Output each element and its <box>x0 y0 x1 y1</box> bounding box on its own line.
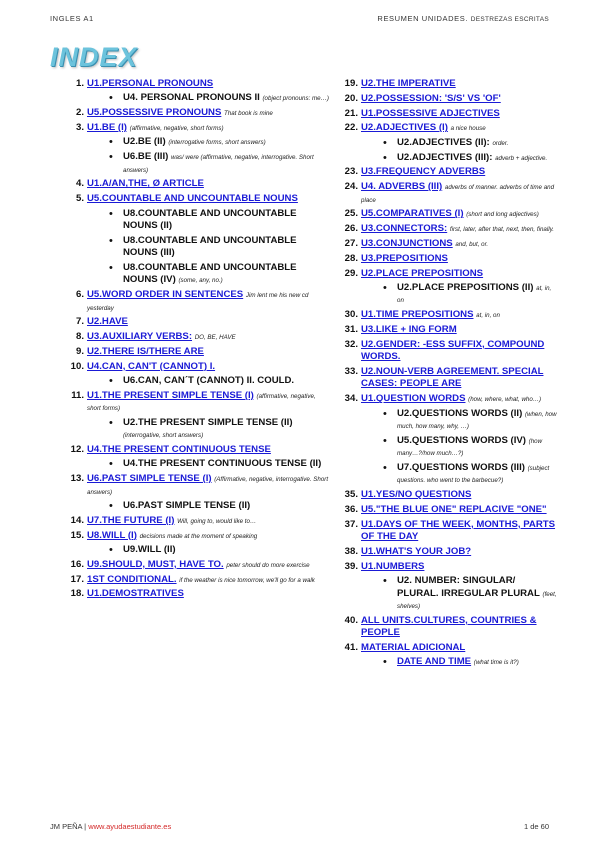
index-subitem-note: (when, how much, how many, why, …) <box>397 410 557 430</box>
index-item-link[interactable]: U1.PERSONAL PRONOUNS <box>87 78 214 89</box>
index-item <box>336 78 558 90</box>
index-list-right <box>336 78 558 669</box>
index-item-link[interactable]: ALL UNITS.CULTURES, COUNTRIES & PEOPLE <box>361 614 537 639</box>
index-item <box>336 504 558 516</box>
index-sublist <box>87 375 330 387</box>
index-item-link[interactable]: U2.POSSESSION: 'S/S' VS 'OF' <box>361 92 501 104</box>
index-item-number: 3. <box>75 122 84 133</box>
index-item-number: 18. <box>70 588 84 600</box>
index-item-link[interactable]: U1.THE PRESENT SIMPLE TENSE (I) <box>87 390 254 402</box>
index-subitem <box>87 136 330 148</box>
index-item-number: 39. <box>344 560 358 572</box>
header-section-main: RESUMEN UNIDADES. <box>377 14 469 23</box>
page-title: INDEX <box>50 42 138 72</box>
index-item <box>62 574 330 586</box>
index-item-note: and, but, or. <box>455 240 489 248</box>
index-item <box>336 208 558 220</box>
index-item-number: 4. <box>75 178 84 190</box>
index-subitem-label: U8.COUNTABLE AND UNCOUNTABLE NOUNS (IV) <box>123 262 297 286</box>
index-item-link[interactable]: U2.THE IMPERATIVE <box>361 78 456 89</box>
index-column-right <box>336 78 558 671</box>
header-section-sub: DESTREZAS ESCRITAS <box>470 16 549 23</box>
index-item <box>62 559 330 571</box>
index-item-link[interactable]: U2.GENDER: -ESS SUFFIX, COMPOUND WORDS. <box>361 338 545 363</box>
index-item-number: 37. <box>344 518 358 530</box>
index-sublist <box>87 544 330 556</box>
index-item-number: 15. <box>70 529 84 541</box>
index-item-link[interactable]: U5.COMPARATIVES (I) <box>361 208 464 220</box>
index-item-link[interactable]: U2.PLACE PREPOSITIONS <box>361 267 484 279</box>
index-item-note: peter should do more exercise <box>226 561 310 569</box>
index-subitem <box>361 435 558 460</box>
index-item <box>62 78 330 105</box>
index-subitem-label: U4.THE PRESENT CONTINUOUS TENSE (II) <box>123 458 322 470</box>
index-item-link[interactable]: U5.COUNTABLE AND UNCOUNTABLE NOUNS <box>87 193 298 205</box>
index-subitem <box>361 408 558 433</box>
index-item-number: 20. <box>344 92 358 104</box>
index-list-left <box>62 78 330 601</box>
index-subitem <box>361 656 558 668</box>
index-subitem-label: U2.QUESTIONS WORDS (II) <box>397 407 523 419</box>
index-item <box>62 316 330 328</box>
index-item-note: first, later, after that, next, then, finally. <box>449 226 554 234</box>
index-item <box>336 561 558 613</box>
index-item-link[interactable]: U4. ADVERBS (III) <box>361 181 443 193</box>
index-item-link[interactable]: U3.PREPOSITIONS <box>361 252 448 264</box>
index-item-link[interactable]: U3.LIKE + ING FORM <box>361 323 457 335</box>
index-item <box>336 339 558 364</box>
index-item <box>336 93 558 105</box>
index-subitem-label: U4. PERSONAL PRONOUNS II <box>123 92 260 104</box>
index-subitem-link[interactable]: DATE AND TIME <box>397 656 472 668</box>
index-item-number: 28. <box>344 252 358 264</box>
index-subitem <box>87 262 330 287</box>
index-item <box>62 289 330 314</box>
index-subitem-label: U9.WILL (II) <box>123 544 176 556</box>
index-item-number: 11. <box>71 390 84 402</box>
index-item-number: 29. <box>344 267 358 279</box>
index-sublist <box>361 575 558 612</box>
index-subitem <box>361 575 558 612</box>
index-item-note: (affirmative, negative, short forms) <box>129 125 224 132</box>
index-subitem-label: U8.COUNTABLE AND UNCOUNTABLE NOUNS (II) <box>123 207 297 232</box>
index-item-note: at, in, on <box>476 312 500 320</box>
index-subitem-label: U2.ADJECTIVES (III): <box>397 151 493 163</box>
index-item-note: That book is mine <box>224 110 273 118</box>
index-subitem <box>361 137 558 149</box>
index-item <box>62 530 330 557</box>
index-item <box>336 309 558 321</box>
index-item-link[interactable]: U5.WORD ORDER IN SENTENCES <box>87 289 244 301</box>
header-section <box>377 14 549 23</box>
index-item <box>62 515 330 527</box>
index-item <box>336 238 558 250</box>
index-item-link[interactable]: U2.NOUN-VERB AGREEMENT. SPECIAL CASES: PEOPLE ARE <box>361 365 544 390</box>
index-item-note: Will, going to, would like to… <box>177 517 257 525</box>
index-subitem-label: U5.QUESTIONS WORDS (IV) <box>397 434 526 446</box>
index-sublist <box>87 208 330 287</box>
index-subitem-note: (feet, shelves) <box>397 590 557 611</box>
index-item-link[interactable]: U3.CONNECTORS: <box>361 223 448 235</box>
index-subitem <box>87 458 330 470</box>
index-item <box>62 107 330 119</box>
index-item-link[interactable]: U1.WHAT'S YOUR JOB? <box>361 546 472 557</box>
index-item-link[interactable]: U4.CAN, CAN'T (CANNOT) I. <box>87 360 216 372</box>
index-subitem <box>87 208 330 233</box>
index-sublist <box>87 500 330 512</box>
index-item-number: 36. <box>344 504 358 515</box>
index-item-link[interactable]: U2.ADJECTIVES (I) <box>361 122 448 134</box>
index-item <box>62 473 330 512</box>
index-item <box>336 108 558 120</box>
index-item <box>336 642 558 669</box>
index-item-note: (short and long adjectives) <box>466 211 539 219</box>
index-item-number: 35. <box>344 489 358 501</box>
index-subitem <box>87 544 330 556</box>
index-item-link[interactable]: U5."THE BLUE ONE" REPLACIVE "ONE" <box>361 504 547 515</box>
index-item <box>62 122 330 176</box>
index-subitem <box>87 375 330 387</box>
index-item-number: 31. <box>344 323 358 335</box>
index-item <box>336 615 558 640</box>
index-item-number: 7. <box>75 316 84 328</box>
index-item-number: 13. <box>70 473 84 485</box>
index-item <box>62 444 330 471</box>
index-column-left <box>62 78 330 603</box>
index-sublist <box>361 137 558 164</box>
index-item-number: 19. <box>344 78 358 89</box>
index-item <box>336 366 558 391</box>
index-item-link[interactable]: U2.HAVE <box>87 316 128 328</box>
index-item-number: 32. <box>344 338 358 350</box>
index-subitem-label: U6.CAN, CAN´T (CANNOT) II. COULD. <box>123 375 295 387</box>
index-subitem-label: U2.ADJECTIVES (II): <box>397 136 490 148</box>
index-subitem-note: (interrogative, short answers) <box>123 432 204 440</box>
index-item <box>336 519 558 544</box>
index-item-number: 23. <box>344 166 358 178</box>
index-item-number: 41. <box>344 642 358 654</box>
header-course: INGLES A1 <box>50 14 94 23</box>
index-item <box>62 390 330 442</box>
index-item-number: 9. <box>75 346 84 358</box>
index-item <box>62 588 330 600</box>
index-subitem <box>87 92 330 104</box>
index-item-link[interactable]: U3.CONJUNCTIONS <box>361 237 453 249</box>
index-item-number: 40. <box>344 614 358 626</box>
index-item-number: 8. <box>75 331 84 343</box>
footer-author <box>50 822 171 831</box>
index-item-link[interactable]: U7.THE FUTURE (I) <box>87 514 175 526</box>
index-item-link[interactable]: MATERIAL ADICIONAL <box>361 642 466 654</box>
index-sublist <box>87 417 330 442</box>
footer-author-name: JM PEÑA | <box>50 822 89 831</box>
index-item <box>336 122 558 164</box>
index-subitem-note: (some, any, no.) <box>178 277 223 285</box>
index-subitem-label: U7.QUESTIONS WORDS (III) <box>397 462 525 473</box>
index-sublist <box>361 408 558 487</box>
index-item-note: DO, BE, HAVE <box>194 334 236 342</box>
index-subitem-note: adverb + adjective. <box>495 154 548 162</box>
index-item-number: 30. <box>344 309 358 321</box>
index-item-number: 38. <box>344 546 358 557</box>
index-subitem <box>87 235 330 260</box>
index-item-number: 16. <box>70 558 84 570</box>
index-item-link[interactable]: U1.DAYS OF THE WEEK, MONTHS, PARTS OF THE DAY <box>361 518 556 543</box>
index-item-note: a nice house <box>450 125 486 133</box>
index-item-link[interactable]: U8.WILL (I) <box>87 529 137 541</box>
index-item-link[interactable]: U1.QUESTION WORDS <box>361 393 466 405</box>
index-sublist <box>87 458 330 470</box>
index-sublist <box>361 656 558 668</box>
index-subitem-note: at, in, on <box>397 284 552 305</box>
index-item <box>336 166 558 178</box>
index-item-number: 1. <box>75 78 84 89</box>
index-subitem <box>361 152 558 164</box>
index-subitem <box>87 500 330 512</box>
index-item-number: 34. <box>344 393 358 405</box>
index-item <box>336 223 558 235</box>
footer-site-link[interactable]: www.ayudaestudiante.es <box>88 822 172 831</box>
index-item <box>62 346 330 358</box>
index-subitem-note: (what time is it?) <box>473 659 519 667</box>
index-subitem-label: U2. NUMBER: SINGULAR/ PLURAL. IRREGULAR PLURAL <box>397 575 540 599</box>
index-subitem-note: was/ were (affirmative, negative, interrogative. Short answers) <box>123 154 314 174</box>
index-item-number: 26. <box>344 223 358 235</box>
index-item <box>336 268 558 307</box>
index-item-number: 24. <box>344 181 358 193</box>
index-item-link[interactable]: U1.TIME PREPOSITIONS <box>361 309 474 321</box>
index-item <box>62 193 330 287</box>
index-item-link[interactable]: U4.THE PRESENT CONTINUOUS TENSE <box>87 444 271 456</box>
index-subitem-note: (object pronouns: me…) <box>262 95 329 103</box>
index-item-number: 22. <box>344 122 358 134</box>
index-item <box>336 489 558 501</box>
index-item-number: 33. <box>344 365 358 377</box>
index-item-note: (how, where, what, who…) <box>468 396 542 404</box>
index-item-link[interactable]: U3.FREQUENCY ADVERBS <box>361 166 486 178</box>
index-item <box>336 546 558 558</box>
index-item-note: adverbs of manner. adverbs of time and place <box>361 184 555 204</box>
index-item-link[interactable]: U5.POSSESSIVE PRONOUNS <box>87 107 222 119</box>
index-item-link[interactable]: U9.SHOULD, MUST, HAVE TO. <box>87 558 224 570</box>
index-subitem-label: U2.BE (II) <box>123 136 166 148</box>
index-item <box>336 181 558 206</box>
index-subitem-label: U6.BE (III) <box>123 151 169 163</box>
index-subitem <box>361 282 558 307</box>
index-item <box>336 324 558 336</box>
index-item <box>336 393 558 487</box>
index-item-link[interactable]: 1ST CONDITIONAL. <box>87 573 177 585</box>
index-item <box>62 178 330 190</box>
index-item-note: if the weather is nice tomorrow, we'll go for a walk <box>179 576 315 584</box>
index-subitem-note: (how many…?/how much…?) <box>397 437 543 458</box>
index-item <box>62 361 330 388</box>
index-subitem-label: U8.COUNTABLE AND UNCOUNTABLE NOUNS (III) <box>123 234 297 259</box>
index-sublist <box>361 282 558 307</box>
index-item-number: 2. <box>75 107 84 119</box>
index-sublist <box>87 136 330 176</box>
index-item-link[interactable]: U1.YES/NO QUESTIONS <box>361 489 472 501</box>
index-item-link[interactable]: U2.THERE IS/THERE ARE <box>87 346 204 358</box>
index-item-link[interactable]: U6.PAST SIMPLE TENSE (I) <box>87 473 212 485</box>
index-item-link[interactable]: U3.AUXILIARY VERBS: <box>87 331 193 343</box>
index-subitem-note: (interrogative forms, short answers) <box>168 139 266 147</box>
index-item <box>62 331 330 343</box>
index-subitem <box>87 151 330 176</box>
index-item-link[interactable]: U1.A/AN,THE, Ø ARTICLE <box>87 178 204 190</box>
index-item-number: 10. <box>70 360 84 372</box>
index-item-number: 14. <box>70 514 84 526</box>
index-subitem <box>361 462 558 487</box>
index-item-link[interactable]: U1.BE (I) <box>87 122 127 133</box>
index-subitem <box>87 417 330 442</box>
index-sublist <box>87 92 330 104</box>
index-item <box>336 253 558 265</box>
index-item-link[interactable]: U1.DEMOSTRATIVES <box>87 588 184 600</box>
index-subitem-note: order. <box>492 139 509 147</box>
index-subitem-label: U6.PAST SIMPLE TENSE (II) <box>123 500 251 512</box>
index-item-note: Jim lent me his new cd yesterday <box>87 292 309 312</box>
index-item-number: 25. <box>344 208 358 220</box>
index-subitem-label: U2.PLACE PREPOSITIONS (II) <box>397 281 534 293</box>
index-item-number: 5. <box>75 193 84 205</box>
index-item-number: 12. <box>70 444 84 456</box>
index-item-link[interactable]: U1.NUMBERS <box>361 560 425 572</box>
index-subitem-label: U2.THE PRESENT SIMPLE TENSE (II) <box>123 416 293 428</box>
index-item-number: 17. <box>70 573 84 585</box>
index-item-note: (Affirmative, negative, interrogative. Short answers) <box>87 476 329 496</box>
index-item-note: (affirmative, negative, short forms) <box>87 393 316 413</box>
index-item-number: 27. <box>344 237 358 249</box>
footer-page-number: 1 de 60 <box>523 822 549 831</box>
index-item-number: 6. <box>75 289 84 301</box>
index-item-number: 21. <box>344 107 358 119</box>
index-subitem-note: (subject questions. who went to the barbecue?) <box>397 465 550 485</box>
index-item-note: decisions made at the moment of speaking <box>139 532 258 540</box>
index-item-link[interactable]: U1.POSSESSIVE ADJECTIVES <box>361 107 500 119</box>
